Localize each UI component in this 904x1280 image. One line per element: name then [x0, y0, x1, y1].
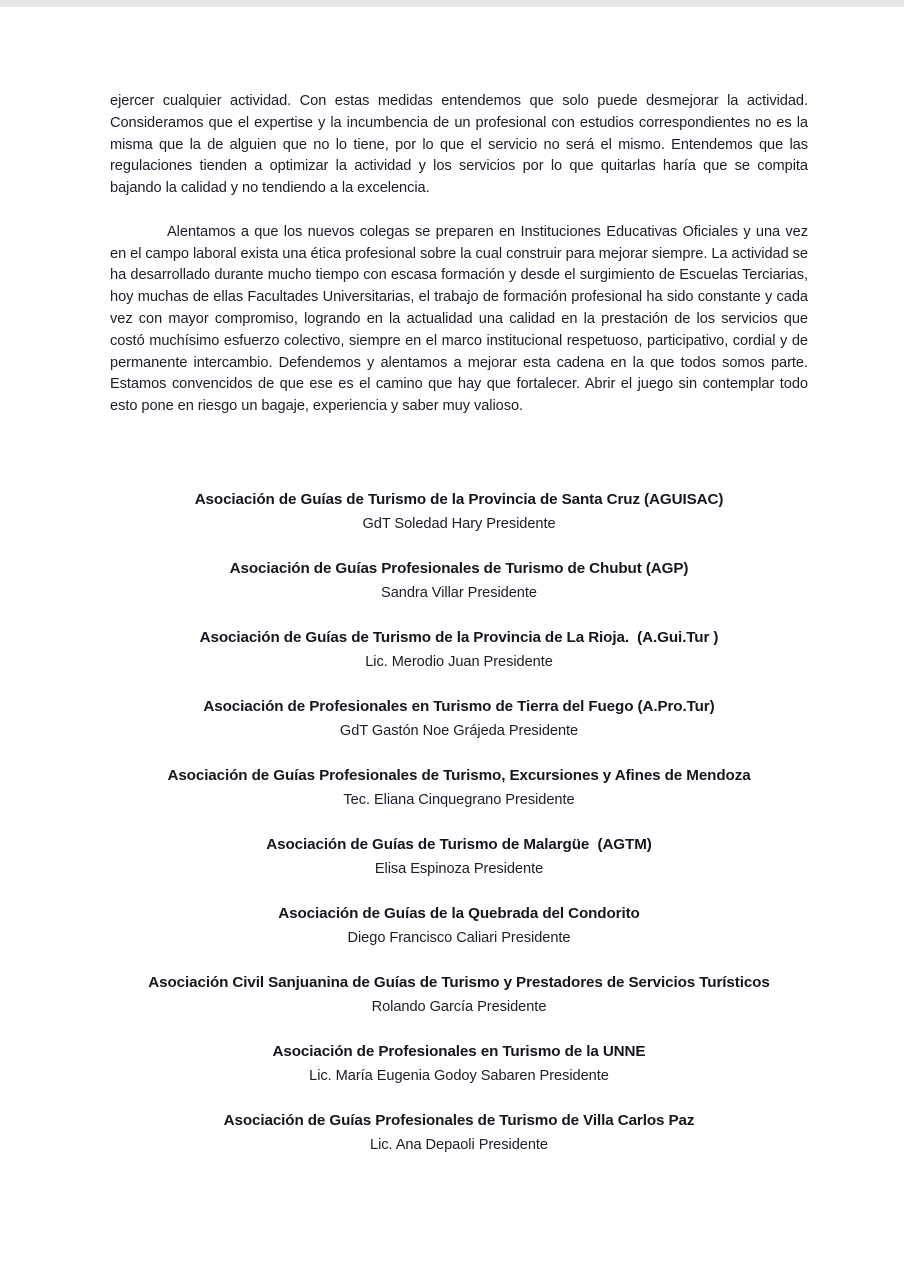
paragraph-continued: ejercer cualquier actividad. Con estas medidas entendemos que solo puede desmejorar la actividad. Consideramos que el expertise y la incumbencia de un profesional con estudios correspondientes no es la misma que la de alguien que no lo tiene, por lo que el servicio no será el mismo. Entendemos que las regulaciones tienden a optimizar la actividad y los servicios por lo que quitarlas haría que se compita bajando la calidad y no tendiendo a la excelencia. [110, 93, 808, 197]
page-separator-strip [0, 0, 904, 7]
body-text-block [110, 91, 808, 418]
document-page [0, 7, 904, 1280]
signatory-organization: Asociación de Profesionales en Turismo de Tierra del Fuego (A.Pro.Tur) [203, 698, 715, 715]
signatory-organization: Asociación Civil Sanjuanina de Guías de Turismo y Prestadores de Servicios Turísticos [148, 974, 770, 991]
signatory-organization: Asociación de Guías de Turismo de Malargüe (AGTM) [266, 836, 652, 853]
signatory-block [110, 832, 808, 882]
signatories-list [110, 487, 808, 1158]
signatory-person: GdT Soledad Hary Presidente [362, 516, 556, 532]
signatory-person: Tec. Eliana Cinquegrano Presidente [343, 792, 575, 808]
signatory-organization: Asociación de Guías de Turismo de la Provincia de La Rioja. (A.Gui.Tur ) [199, 629, 719, 646]
signatory-person: Lic. María Eugenia Godoy Sabaren Presidente [309, 1068, 609, 1084]
signatory-person: Rolando García Presidente [371, 999, 547, 1015]
signatory-block [110, 625, 808, 675]
signatory-organization: Asociación de Profesionales en Turismo de la UNNE [272, 1043, 646, 1060]
signatory-block [110, 901, 808, 951]
signatory-block [110, 970, 808, 1020]
signatory-organization: Asociación de Guías de la Quebrada del Condorito [278, 905, 640, 922]
signatory-block [110, 1108, 808, 1158]
signatory-person: Lic. Merodio Juan Presidente [365, 654, 553, 670]
paragraph-alentamos: Alentamos a que los nuevos colegas se preparen en Instituciones Educativas Oficiales y una vez en el campo laboral exista una ética profesional sobre la cual construir para mejorar siempre. La actividad se ha desarrollado durante mucho tiempo con escasa formación y desde el surgimiento de Escuelas Terciarias, hoy muchas de ellas Facultades Universitarias, el trabajo de formación profesional ha sido constante y cada vez con mayor compromiso, logrando en la actualidad una calidad en la prestación de los servicios que costó muchísimo esfuerzo colectivo, siempre en el marco institucional respetuoso, participativo, cordial y de permanente intercambio. Defendemos y alentamos a mejorar esta cadena en la que todos somos parte. Estamos convencidos de que ese es el camino que hay que fortalecer. Abrir el juego sin contemplar todo esto pone en riesgo un bagaje, experiencia y saber muy valioso. [110, 223, 808, 415]
signatory-block [110, 763, 808, 813]
signatory-person: Diego Francisco Caliari Presidente [347, 930, 571, 946]
signatory-person: GdT Gastón Noe Grájeda Presidente [339, 723, 579, 739]
signatory-organization: Asociación de Guías Profesionales de Turismo de Villa Carlos Paz [223, 1112, 695, 1129]
signatory-block [110, 556, 808, 606]
signatory-block [110, 694, 808, 744]
signatory-person: Lic. Ana Depaoli Presidente [370, 1137, 548, 1153]
signatory-organization: Asociación de Guías Profesionales de Turismo, Excursiones y Afines de Mendoza [167, 767, 751, 784]
signatory-person: Sandra Villar Presidente [381, 585, 537, 601]
signatory-organization: Asociación de Guías de Turismo de la Provincia de Santa Cruz (AGUISAC) [194, 491, 724, 508]
signatory-block [110, 1039, 808, 1089]
signatory-block [110, 487, 808, 537]
signatory-person: Elisa Espinoza Presidente [374, 861, 544, 877]
signatory-organization: Asociación de Guías Profesionales de Turismo de Chubut (AGP) [229, 560, 689, 577]
